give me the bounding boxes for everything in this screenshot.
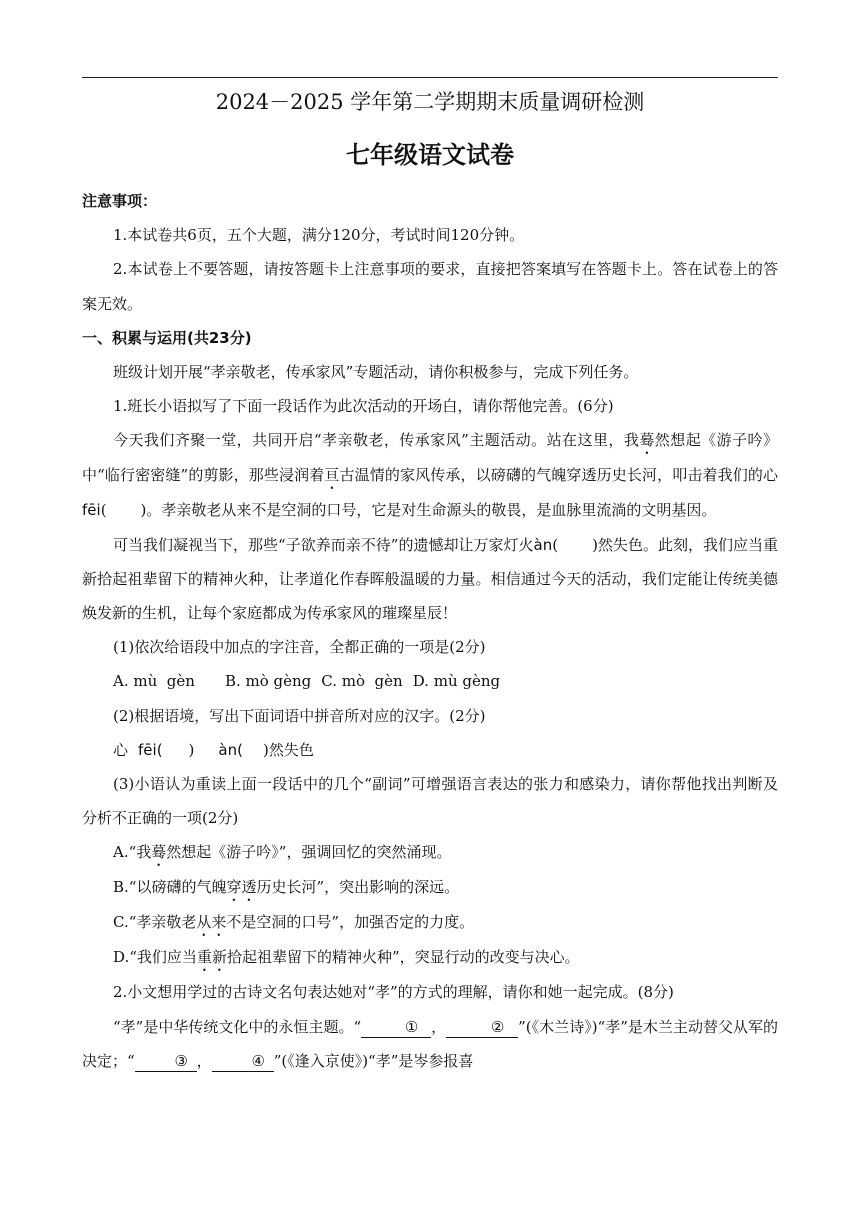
exam-subtitle: 七年级语文试卷 [346, 140, 514, 169]
header-rule [82, 77, 778, 78]
opening-paragraph-2: 可当我们凝视当下，那些“子欲养而亲不待”的遗憾却让万家灯火àn( )然失色。此刻，我们应当重新拾起祖辈留下的精神火种，让孝道化作春晖般温暖的力量。相信通过今天的活动，我们定能让传统美德焕发新的生机，让每个家庭都成为传承家风的璀璨星辰！ [82, 535, 778, 623]
question-2-stem: 2.小文想用学过的古诗文名句表达她对“孝”的方式的理解，请你和她一起完成。(8分) [113, 983, 674, 1002]
sub-question-3-option-b: B.“以磅礴的气魄穿透历史长河”，突出影响的深远。 [113, 878, 460, 897]
section-1-heading: 一、积累与运用(共23分) [82, 328, 252, 347]
sub-question-3-stem: (3)小语认为重读上面一段话中的几个“副词”可增强语言表达的张力和感染力，请你帮他找出判断及分析不正确的一项(2分) [82, 775, 778, 828]
sub-question-1-stem: (1)依次给语段中加点的字注音，全都正确的一项是(2分) [113, 638, 486, 657]
answer-blank-1: ① [361, 1017, 431, 1038]
sub-question-1-options [82, 664, 778, 698]
question-1-stem: 1.班长小语拟写了下面一段话作为此次活动的开场白，请你帮他完善。(6分) [113, 397, 614, 416]
sub-question-3-option-c: C.“孝亲敬老从来不是空洞的口号”，加强否定的力度。 [113, 913, 475, 932]
answer-blank-3: ③ [135, 1051, 197, 1072]
option-a: A. mù gèn [113, 672, 195, 691]
sub-question-3-option-a: A.“我蓦然想起《游子吟》”，强调回忆的突然涌现。 [113, 843, 452, 862]
pinyin-an: àn [533, 535, 553, 554]
dotted-char: 亘 [324, 466, 340, 485]
pinyin-fei: fēi [82, 501, 101, 520]
answer-blank-2: ② [446, 1017, 518, 1038]
dotted-char: 蓦 [639, 431, 655, 450]
notice-item-1: 1.本试卷共6页，五个大题，满分120分，考试时间120分钟。 [113, 226, 525, 245]
question-2-text: “孝”是中华传统文化中的永恒主题。“ ① ， ② ”(《木兰诗》)“孝”是木兰主动替父从军的决定；“ ③ ， ④ ”(《逢入京使》)“孝”是岑参报喜 [82, 1017, 778, 1070]
sub-question-3-option-d: D.“我们应当重新拾起祖辈留下的精神火种”，突显行动的改变与决心。 [113, 948, 580, 967]
opening-paragraph-1: 今天我们齐聚一堂，共同开启“孝亲敬老，传承家风”主题活动。站在这里，我蓦然想起《游子吟》中“临行密密缝”的剪影，那些浸润着亘古温情的家风传承，以磅礴的气魄穿透历史长河，叩击着我们的心fēi( )。孝亲敬老从来不是空洞的口号，它是对生命源头的敬畏，是血脉里流淌的文明基因。 [82, 431, 778, 520]
notice-item-2: 2.本试卷上不要答题，请按答题卡上注意事项的要求，直接把答案填写在答题卡上。答在试卷上的答案无效。 [82, 260, 778, 313]
option-c: C. mò gèn [321, 672, 403, 691]
sub-question-2-stem: (2)根据语境，写出下面词语中拼音所对应的汉字。(2分) [113, 706, 486, 725]
section-1-intro: 班级计划开展“孝亲敬老，传承家风”专题活动，请你积极参与，完成下列任务。 [113, 363, 639, 382]
exam-title: 2024－2025 学年第二学期期末质量调研检测 [215, 90, 645, 114]
exam-body [82, 184, 778, 1078]
notice-heading: 注意事项： [82, 192, 158, 210]
option-d: D. mù gèng [412, 672, 501, 691]
answer-blank-4: ④ [212, 1051, 274, 1072]
option-b: B. mò gèng [224, 672, 312, 691]
sub-question-2-words: 心 fēi( ) àn( )然失色 [113, 740, 314, 759]
